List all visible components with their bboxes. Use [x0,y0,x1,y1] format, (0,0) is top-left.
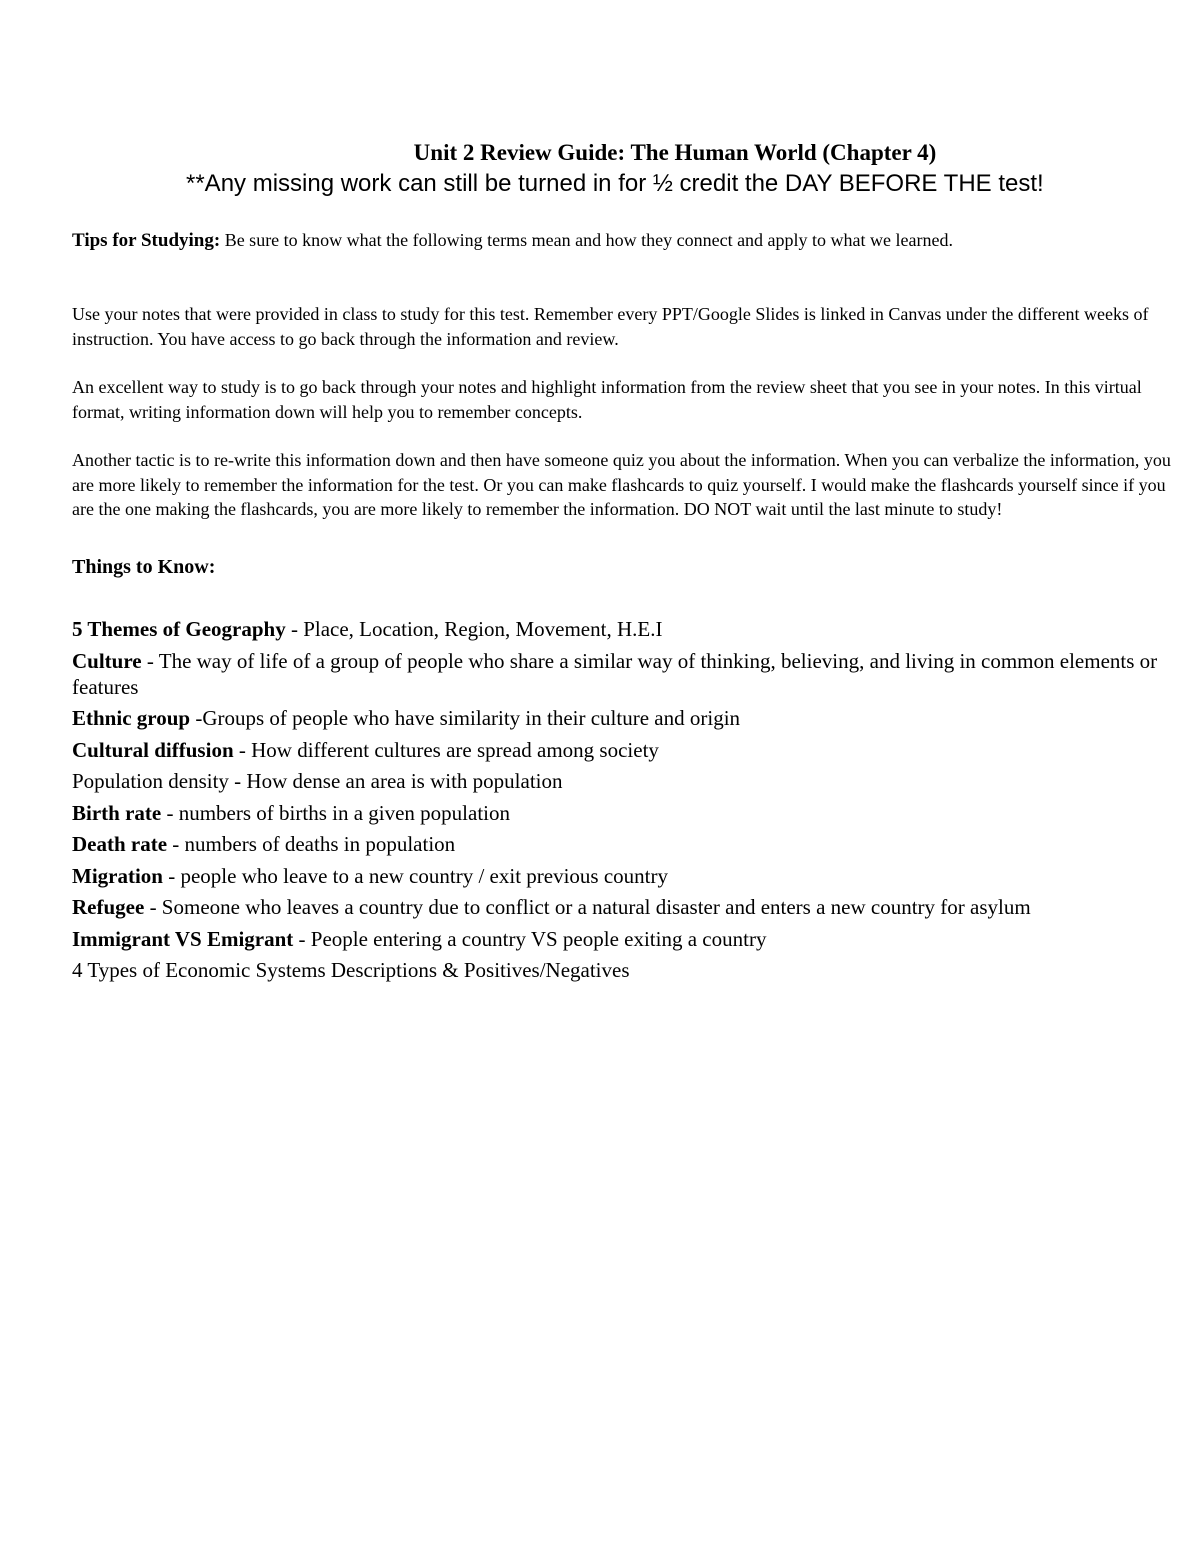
tactic-paragraph: Another tactic is to re-write this information down and then have someone quiz you about the information. When you can verbalize the information, you are more likely to remember the information for the test. Or you can make flashcards to quiz yourself. I would make the flashcards yourself since if you are the one making the flashcards, you are more likely to remember the information. DO NOT wait until the last minute to study! [72,450,1171,519]
term-name: 5 Themes of Geography [72,617,286,641]
term-item [72,926,1182,952]
notes-paragraph: Use your notes that were provided in class to study for this test. Remember every PPT/Google Slides is linked in Canvas under the different weeks of instruction. You have access to go back through the information and review. [72,304,1149,349]
term-name: Immigrant VS Emigrant [72,926,294,951]
term-item [72,705,1182,731]
term-name: Ethnic group [72,706,191,730]
term-item [72,894,1182,920]
term-definition: 4 Types of Economic Systems Descriptions & Positives/Negatives [72,958,630,982]
term-item [72,957,1182,983]
term-definition: - Place, Location, Region, Movement, H.E.I [285,617,663,641]
term-definition: - numbers of births in a given population [161,800,511,825]
term-item [72,768,1182,794]
tips-label: Tips for Studying: [72,230,221,251]
terms-list [72,616,1182,989]
term-name: Birth rate [72,800,162,825]
term-item [72,648,1182,700]
tips-text: Be sure to know what the following terms mean and how they connect and apply to what we learned. [220,230,953,250]
things-to-know-heading: Things to Know: [72,556,216,578]
term-item [72,863,1182,889]
term-item [72,737,1182,763]
term-item [72,800,1182,826]
term-name: Death rate [72,832,168,856]
term-definition: Population density - How dense an area is with population [72,769,563,793]
term-name: Migration [72,863,163,888]
tips-paragraph [72,228,1180,254]
term-definition: - numbers of deaths in population [167,832,456,856]
term-name: Culture [72,648,142,673]
term-definition: - How different cultures are spread among society [233,737,659,762]
term-definition: -Groups of people who have similarity in their culture and origin [190,706,741,730]
term-item [72,616,1182,642]
term-definition: - The way of life of a group of people who share a similar way of thinking, believing, and living in common elements or features [72,648,1158,699]
term-definition: - People entering a country VS people exiting a country [293,926,767,951]
term-definition: - Someone who leaves a country due to conflict or a natural disaster and enters a new country for asylum [144,895,1031,919]
term-definition: - people who leave to a new country / exit previous country [162,863,668,888]
term-name: Refugee [72,895,145,919]
term-name: Cultural diffusion [72,737,234,762]
missing-work-notice: **Any missing work can still be turned in for ½ credit the DAY BEFORE THE test! [186,170,1044,197]
term-item [72,831,1182,857]
highlight-paragraph: An excellent way to study is to go back through your notes and highlight information from the review sheet that you see in your notes. In this virtual format, writing information down will help you to remember concepts. [72,377,1142,422]
document-title: Unit 2 Review Guide: The Human World (Chapter 4) [413,140,937,165]
